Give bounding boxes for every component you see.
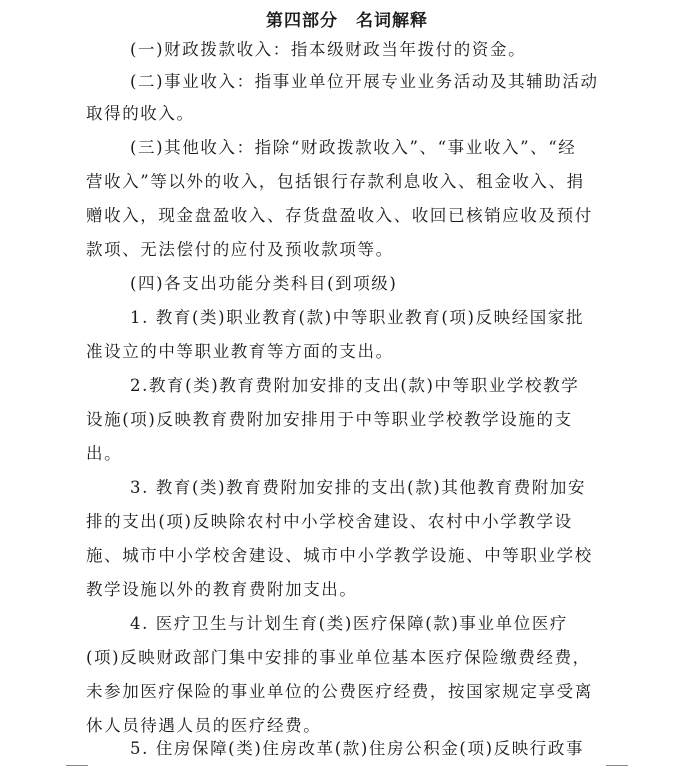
paragraph-line: 设施(项)反映教育费附加安排用于中等职业学校教学设施的支 [86, 410, 573, 429]
paragraph-line: 施、城市中小学校舍建设、城市中小学教学设施、中等职业学校 [86, 546, 593, 565]
paragraph-line: (二)事业收入：指事业单位开展专业业务活动及其辅助活动 [130, 72, 599, 91]
paragraph-line: 5. 住房保障(类)住房改革(款)住房公积金(项)反映行政事 [130, 739, 585, 758]
page-corner-mark-right [606, 765, 628, 766]
paragraph-line: (四)各支出功能分类科目(到项级) [130, 274, 398, 293]
paragraph-line: (三)其他收入：指除“财政拨款收入”、“事业收入”、“经 [130, 138, 577, 157]
page-corner-mark-left [66, 765, 88, 766]
paragraph-line: 3. 教育(类)教育费附加安排的支出(款)其他教育费附加安 [130, 478, 587, 497]
paragraph-line: 准设立的中等职业教育等方面的支出。 [86, 342, 394, 361]
paragraph-line: 赠收入，现金盘盈收入、存货盘盈收入、收回已核销应收及预付 [86, 206, 593, 225]
paragraph-line: 款项、无法偿付的应付及预收款项等。 [86, 240, 394, 259]
paragraph-line: 教学设施以外的教育费附加支出。 [86, 580, 358, 599]
paragraph-line: (一)财政拨款收入：指本级财政当年拨付的资金。 [130, 40, 527, 59]
paragraph-line: (项)反映财政部门集中安排的事业单位基本医疗保险缴费经费， [86, 648, 591, 667]
paragraph-line: 出。 [86, 444, 123, 463]
paragraph-line: 休人员待遇人员的医疗经费。 [86, 716, 322, 735]
paragraph-line: 2.教育(类)教育费附加安排的支出(款)中等职业学校教学 [130, 376, 580, 395]
paragraph-line: 营收入”等以外的收入，包括银行存款利息收入、租金收入、捐 [86, 172, 585, 191]
paragraph-line: 排的支出(项)反映除农村中小学校舍建设、农村中小学教学设 [86, 512, 573, 531]
paragraph-line: 4. 医疗卫生与计划生育(类)医疗保障(款)事业单位医疗 [130, 614, 569, 633]
section-title: 第四部分 名词解释 [266, 11, 428, 31]
paragraph-line: 未参加医疗保险的事业单位的公费医疗经费，按国家规定享受离 [86, 682, 593, 701]
paragraph-line: 取得的收入。 [86, 104, 195, 123]
paragraph-line: 1. 教育(类)职业教育(款)中等职业教育(项)反映经国家批 [130, 308, 585, 327]
